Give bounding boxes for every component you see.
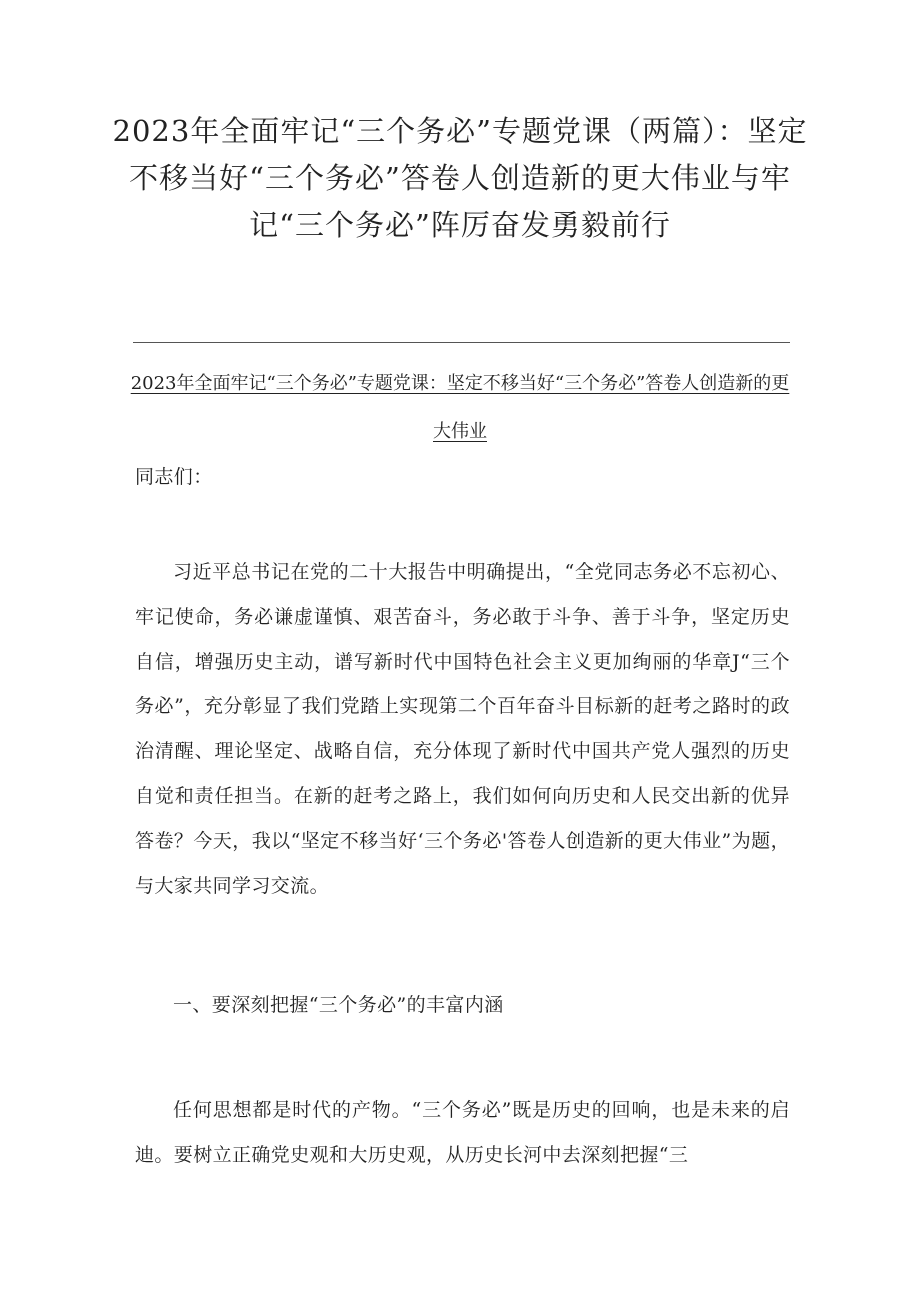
document-sub-title: 2023年全面牢记“三个务必”专题党课：坚定不移当好“三个务必”答卷人创造新的更大伟业 (130, 373, 790, 442)
salutation: 同志们： (135, 466, 213, 488)
body-paragraph-1: 习近平总书记在党的二十大报告中明确提出，“全党同志务必不忘初心、牢记使命，务必谦虚谨慎、艰苦奋斗，务必敢于斗争、善于斗争，坚定历史自信，增强历史主动，谱写新时代中国特色社会主义更加绚丽的华章J“三个务必”，充分彰显了我们党踏上实现第二个百年奋斗目标新的赶考之路时的政治清醒、理论坚定、战略自信，充分体现了新时代中国共产党人强烈的历史自觉和责任担当。在新的赶考之路上，我们如何向历史和人民交出新的优异答卷？今天，我以“坚定不移当好‘三个务必'答卷人创造新的更大伟业”为题，与大家共同学习交流。 (135, 561, 790, 897)
section-heading-1: 一、要深刻把握“三个务必”的丰富内涵 (173, 994, 504, 1016)
document-main-title: 2023年全面牢记“三个务必”专题党课（两篇）：坚定不移当好“三个务必”答卷人创造新的更大伟业与牢记“三个务必”阵厉奋发勇毅前行 (112, 114, 808, 242)
body-paragraph-2: 任何思想都是时代的产物。“三个务必”既是历史的回响，也是未来的启迪。要树立正确党史观和大历史观，从历史长河中去深刻把握“三 (135, 1099, 790, 1166)
title-divider (133, 342, 790, 343)
